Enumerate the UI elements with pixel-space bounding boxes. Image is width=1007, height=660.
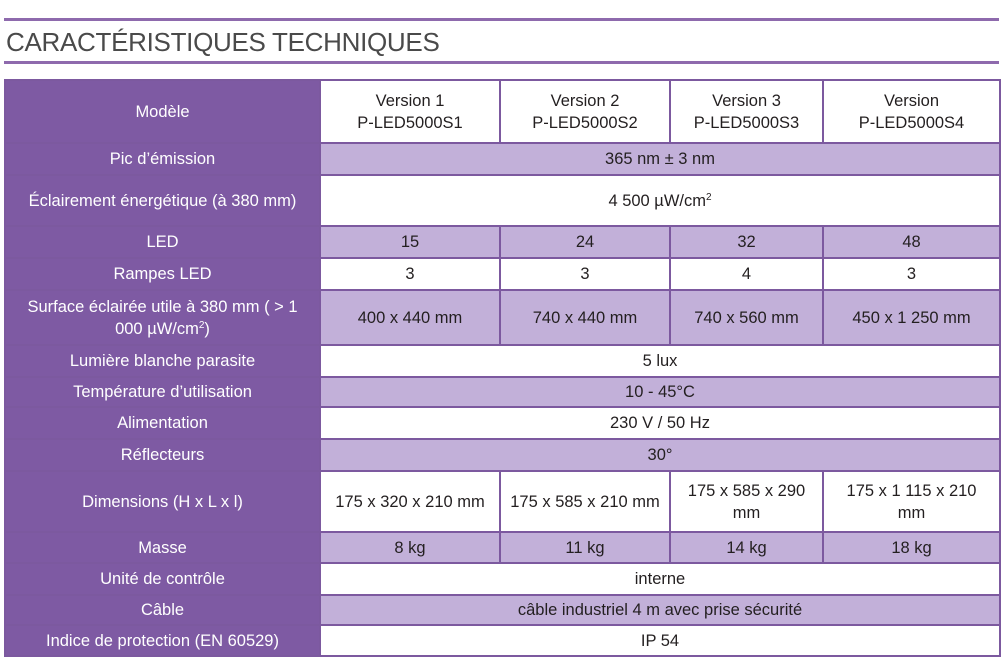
page-title: CARACTÉRISTIQUES TECHNIQUES (6, 27, 440, 57)
top-rule (4, 18, 999, 21)
led-value-1: 15 (320, 226, 500, 258)
table-row-dimensions (5, 471, 1000, 532)
row-label-rampes: Rampes LED (5, 258, 320, 290)
rampes-value-2: 3 (500, 258, 670, 290)
row-label-lumiere: Lumière blanche parasite (5, 345, 320, 377)
table-row-surface (5, 290, 1000, 345)
row-label-surface: Surface éclairée utile à 380 mm ( > 1 000 $\mu W/cm^2$) (5, 290, 320, 345)
table-row-lumiere (5, 345, 1000, 377)
row-value-lumiere: 5 lux (320, 345, 1000, 377)
row-value-indice: IP 54 (320, 625, 1000, 656)
dimensions-value-4: 175 x 1 115 x 210 mm (823, 471, 1000, 532)
version-3-header: Version 3 P-LED5000S3 (670, 80, 823, 143)
masse-value-1: 8 kg (320, 532, 500, 563)
row-label-reflecteurs: Réflecteurs (5, 439, 320, 471)
row-value-cable: câble industriel 4 m avec prise sécurité (320, 595, 1000, 625)
dimensions-value-2: 175 x 585 x 210 mm (500, 471, 670, 532)
row-value-alimentation: 230 V / 50 Hz (320, 407, 1000, 439)
led-value-3: 32 (670, 226, 823, 258)
surface-value-2: 740 x 440 mm (500, 290, 670, 345)
row-value-unite: interne (320, 563, 1000, 595)
row-value-pic: 365 nm ± 3 nm (320, 143, 1000, 175)
row-label-pic: Pic d’émission (5, 143, 320, 175)
row-label-indice: Indice de protection (EN 60529) (5, 625, 320, 656)
table-row-cable (5, 595, 1000, 625)
row-label-masse: Masse (5, 532, 320, 563)
table-row-indice (5, 625, 1000, 656)
table-row-pic (5, 143, 1000, 175)
table-row-masse (5, 532, 1000, 563)
rampes-value-4: 3 (823, 258, 1000, 290)
row-label-eclairement: Éclairement énergétique (à 380 mm) (5, 175, 320, 226)
row-label-unite: Unité de contrôle (5, 563, 320, 595)
surface-value-4: 450 x 1 250 mm (823, 290, 1000, 345)
row-value-reflecteurs: 30° (320, 439, 1000, 471)
row-label-modele: Modèle (5, 80, 320, 143)
table-row-unite (5, 563, 1000, 595)
bottom-rule (4, 61, 999, 64)
table-row-temperature (5, 377, 1000, 407)
rampes-value-1: 3 (320, 258, 500, 290)
surface-value-1: 400 x 440 mm (320, 290, 500, 345)
row-value-eclairement: 4 500 $\mu W/cm^2$ (320, 175, 1000, 226)
masse-value-2: 11 kg (500, 532, 670, 563)
table-row-led (5, 226, 1000, 258)
specs-table (4, 79, 1001, 657)
row-label-temperature: Température d’utilisation (5, 377, 320, 407)
rampes-value-3: 4 (670, 258, 823, 290)
version-4-header: Version P-LED5000S4 (823, 80, 1000, 143)
table-row-rampes (5, 258, 1000, 290)
table-row-reflecteurs (5, 439, 1000, 471)
dimensions-value-3: 175 x 585 x 290 mm (670, 471, 823, 532)
row-label-alimentation: Alimentation (5, 407, 320, 439)
row-value-temperature: 10 - 45°C (320, 377, 1000, 407)
table-row-alimentation (5, 407, 1000, 439)
dimensions-value-1: 175 x 320 x 210 mm (320, 471, 500, 532)
row-label-led: LED (5, 226, 320, 258)
surface-value-3: 740 x 560 mm (670, 290, 823, 345)
table-row-modele (5, 80, 1000, 143)
version-1-header: Version 1 P-LED5000S1 (320, 80, 500, 143)
masse-value-3: 14 kg (670, 532, 823, 563)
row-label-dimensions: Dimensions (H x L x l) (5, 471, 320, 532)
version-2-header: Version 2 P-LED5000S2 (500, 80, 670, 143)
masse-value-4: 18 kg (823, 532, 1000, 563)
row-label-cable: Câble (5, 595, 320, 625)
led-value-4: 48 (823, 226, 1000, 258)
table-row-eclairement (5, 175, 1000, 226)
led-value-2: 24 (500, 226, 670, 258)
